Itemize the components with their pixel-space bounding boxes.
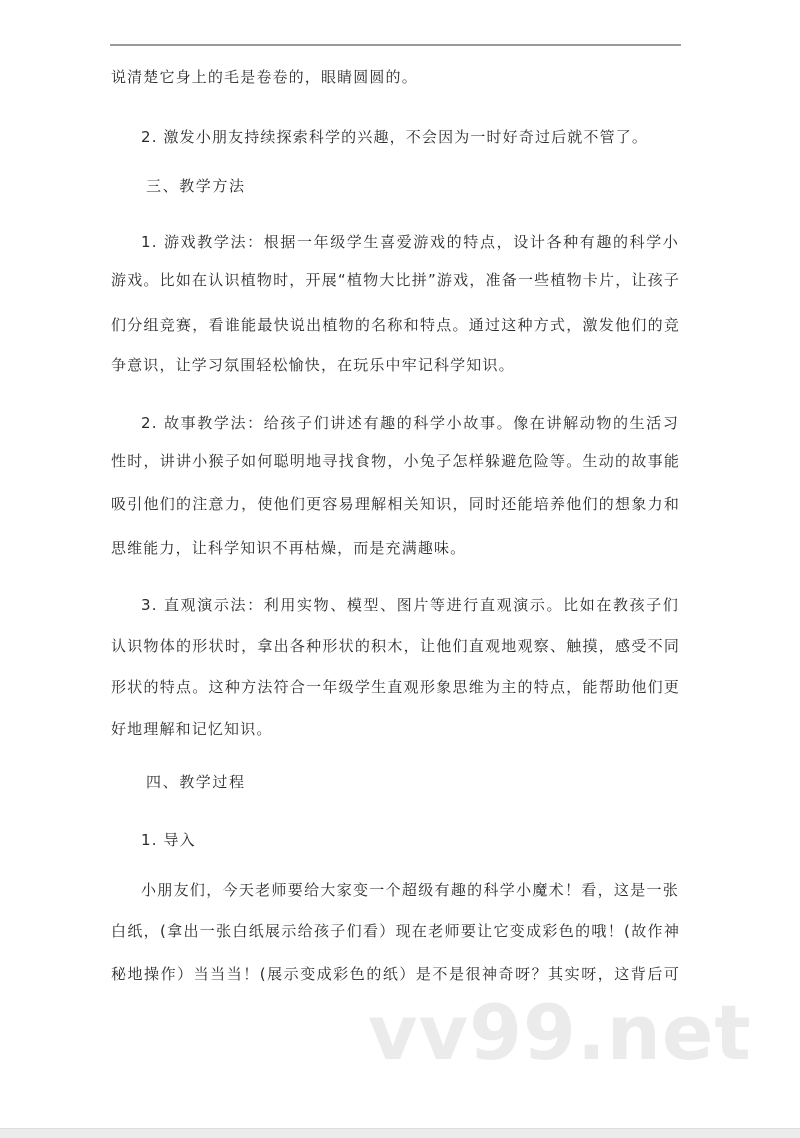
section-heading-teaching-process: 四、教学过程 bbox=[146, 773, 246, 791]
method-story-line-3: 吸引他们的注意力，使他们更容易理解相关知识，同时还能培养他们的想象力和 bbox=[111, 495, 680, 513]
subheading-introduction: 1. 导入 bbox=[141, 831, 196, 849]
method-story-line-4: 思维能力，让科学知识不再枯燥，而是充满趣味。 bbox=[111, 539, 467, 557]
method-game-line-3: 们分组竞赛，看谁能最快说出植物的名称和特点。通过这种方式，激发他们的竞 bbox=[111, 316, 680, 334]
intro-line-3: 秘地操作）当当当！(展示变成彩色的纸）是不是很神奇呀？其实呀，这背后可 bbox=[111, 965, 680, 983]
text-line: 说清楚它身上的毛是卷卷的，眼睛圆圆的。 bbox=[111, 68, 418, 86]
method-demo-line-4: 好地理解和记忆知识。 bbox=[111, 720, 273, 738]
method-game-line-1: 1. 游戏教学法：根据一年级学生喜爱游戏的特点，设计各种有趣的科学小 bbox=[141, 233, 679, 251]
method-demo-line-1: 3. 直观演示法：利用实物、模型、图片等进行直观演示。比如在教孩子们 bbox=[141, 596, 679, 614]
method-story-line-2: 性时，讲讲小猴子如何聪明地寻找食物，小兔子怎样躲避危险等。生动的故事能 bbox=[111, 452, 680, 470]
watermark: vv99.net bbox=[368, 988, 752, 1077]
method-demo-line-2: 认识物体的形状时，拿出各种形状的积木，让他们直观地观察、触摸，感受不同 bbox=[111, 637, 680, 655]
method-story-line-1: 2. 故事教学法：给孩子们讲述有趣的科学小故事。像在讲解动物的生活习 bbox=[141, 414, 679, 432]
list-item-goal-2: 2. 激发小朋友持续探索科学的兴趣，不会因为一时好奇过后就不管了。 bbox=[141, 128, 649, 146]
method-game-line-2: 游戏。比如在认识植物时，开展“植物大比拼”游戏，准备一些植物卡片，让孩子 bbox=[111, 271, 680, 289]
intro-line-1: 小朋友们，今天老师要给大家变一个超级有趣的科学小魔术！看，这是一张 bbox=[141, 881, 679, 899]
intro-line-2: 白纸，(拿出一张白纸展示给孩子们看）现在老师要让它变成彩色的哦！(故作神 bbox=[111, 922, 680, 940]
method-demo-line-3: 形状的特点。这种方法符合一年级学生直观形象思维为主的特点，能帮助他们更 bbox=[111, 678, 680, 696]
method-game-line-4: 争意识，让学习氛围轻松愉快，在玩乐中牢记科学知识。 bbox=[111, 356, 515, 374]
header-rule bbox=[110, 44, 681, 46]
section-heading-teaching-methods: 三、教学方法 bbox=[146, 177, 246, 195]
